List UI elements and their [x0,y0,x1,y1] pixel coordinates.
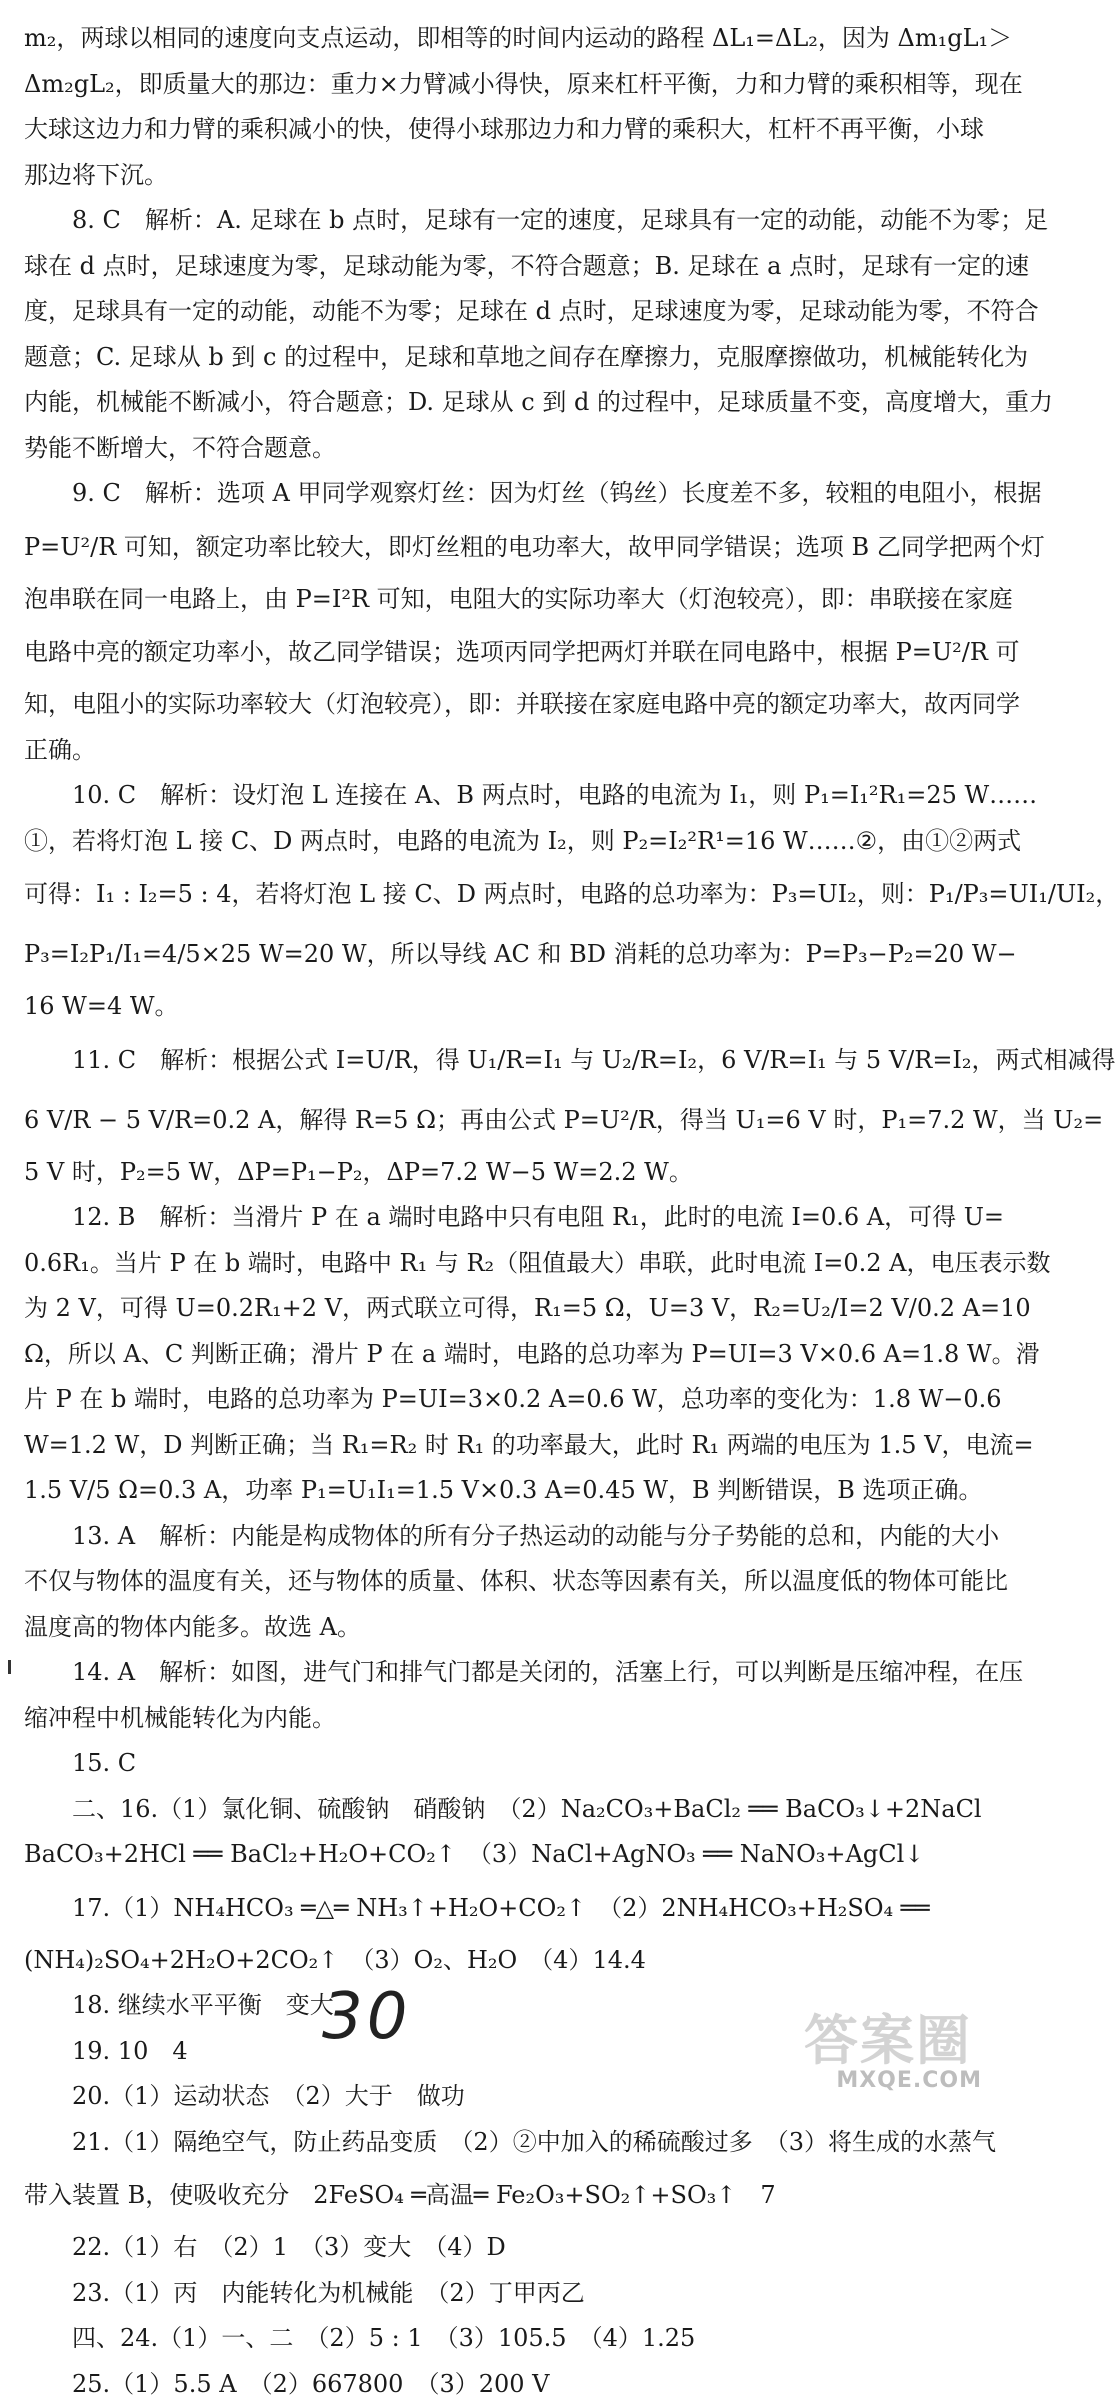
text-line: 温度高的物体内能多。故选 A。 [24,1605,972,1651]
text-line: 0.6R₁。当片 P 在 b 端时，电路中 R₁ 与 R₂（阻值最大）串联，此时电流 I=0.2 A，电压表示数 [24,1241,972,1287]
text-line: 正确。 [24,728,972,774]
watermark-logo: 答案圈 [804,1998,972,2075]
text-line: 10. C 解析：设灯泡 L 连接在 A、B 两点时，电路的电流为 I₁，则 P₁=I₁²R₁=25 W…… [24,773,972,819]
text-line: 14. A 解析：如图，进气门和排气门都是关闭的，活塞上行，可以判断是压缩冲程，在压 [24,1650,972,1696]
text-line: 21.（1）隔绝空气，防止药品变质 （2）②中加入的稀硫酸过多 （3）将生成的水蒸气 [24,2120,972,2166]
text-line: 泡串联在同一电路上，由 P=I²R 可知，电阻大的实际功率大（灯泡较亮），即：串联接在家庭 [24,577,972,623]
text-line: Δm₂gL₂，即质量大的那边：重力×力臂减小得快，原来杠杆平衡，力和力臂的乘积相等，现在 [24,62,972,108]
text-line: 知，电阻小的实际功率较大（灯泡较亮），即：并联接在家庭电路中亮的额定功率大，故丙同学 [24,682,972,728]
text-line: 9. C 解析：选项 A 甲同学观察灯丝：因为灯丝（钨丝）长度差不多，较粗的电阻小，根据 [24,471,972,517]
text-line: 22.（1）右 （2）1 （3）变大 （4）D [24,2225,972,2271]
text-line: 不仅与物体的温度有关，还与物体的质量、体积、状态等因素有关，所以温度低的物体可能比 [24,1559,972,1605]
text-line: 12. B 解析：当滑片 P 在 a 端时电路中只有电阻 R₁，此时的电流 I=0.6 A，可得 U= [24,1195,972,1241]
text-line: 5 V 时，P₂=5 W，ΔP=P₁−P₂，ΔP=7.2 W−5 W=2.2 W。 [24,1150,972,1196]
text-line: 内能，机械能不断减小，符合题意；D. 足球从 c 到 d 的过程中，足球质量不变，高度增大，重力 [24,380,972,426]
text-line: 20.（1）运动状态 （2）大于 做功 [24,2074,972,2120]
text-line: 15. C [24,1741,972,1787]
text-line: 23.（1）丙 内能转化为机械能 （2）丁甲丙乙 [24,2271,972,2317]
watermark-url: MXQE.COM [836,2068,982,2093]
text-line: 带入装置 B，使吸收充分 2FeSO₄ ═高温═ Fe₂O₃+SO₂↑+SO₃↑ 7 [24,2165,972,2225]
stray-mark [8,1660,11,1674]
text-line: 25.（1）5.5 A （2）667800 （3）200 V [24,2362,972,2407]
text-line: 6 V/R − 5 V/R=0.2 A，解得 R=5 Ω；再由公式 P=U²/R，得当 U₁=6 V 时，P₁=7.2 W，当 U₂= [24,1090,972,1150]
text-line: 片 P 在 b 端时，电路的总功率为 P=UI=3×0.2 A=0.6 W，总功率的变化为：1.8 W−0.6 [24,1377,972,1423]
text-line: 为 2 V，可得 U=0.2R₁+2 V，两式联立可得，R₁=5 Ω，U=3 V，R₂=U₂/I=2 V/0.2 A=10 [24,1286,972,1332]
text-line: 17.（1）NH₄HCO₃ ═△═ NH₃↑+H₂O+CO₂↑ （2）2NH₄HCO₃+H₂SO₄ ══ [24,1878,972,1938]
text-line: 8. C 解析：A. 足球在 b 点时，足球有一定的速度，足球具有一定的动能，动能不为零；足 [24,198,972,244]
text-line: 18. 继续水平平衡 变大 [24,1983,972,2029]
text-line: 二、16.（1）氯化铜、硫酸钠 硝酸钠 （2）Na₂CO₃+BaCl₂ ══ BaCO₃↓+2NaCl [24,1787,972,1833]
text-line: 大球这边力和力臂的乘积减小的快，使得小球那边力和力臂的乘积大，杠杆不再平衡，小球 [24,107,972,153]
text-line: 势能不断增大，不符合题意。 [24,426,972,472]
text-line: 缩冲程中机械能转化为内能。 [24,1696,972,1742]
text-line: (NH₄)₂SO₄+2H₂O+2CO₂↑ （3）O₂、H₂O （4）14.4 [24,1938,972,1984]
text-line: 13. A 解析：内能是构成物体的所有分子热运动的动能与分子势能的总和，内能的大小 [24,1514,972,1560]
text-line: 题意；C. 足球从 b 到 c 的过程中，足球和草地之间存在摩擦力，克服摩擦做功，机械能转化为 [24,335,972,381]
page-number: 30 [322,1980,411,2054]
text-line: 可得：I₁ : I₂=5 : 4，若将灯泡 L 接 C、D 两点时，电路的总功率为：P₃=UI₂，则：P₁/P₃=UI₁/UI₂， [24,864,972,924]
text-line: P₃=I₂P₁/I₁=4/5×25 W=20 W，所以导线 AC 和 BD 消耗的总功率为：P=P₃−P₂=20 W− [24,924,972,984]
text-line: Ω，所以 A、C 判断正确；滑片 P 在 a 端时，电路的总功率为 P=UI=3 V×0.6 A=1.8 W。滑 [24,1332,972,1378]
text-line: 16 W=4 W。 [24,984,972,1030]
text-line: 19. 10 4 [24,2029,972,2075]
text-line: m₂，两球以相同的速度向支点运动，即相等的时间内运动的路程 ΔL₁=ΔL₂，因为 Δm₁gL₁＞ [24,16,972,62]
text-line: 那边将下沉。 [24,153,972,199]
text-line: 度，足球具有一定的动能，动能不为零；足球在 d 点时，足球速度为零，足球动能为零，不符合 [24,289,972,335]
text-line: W=1.2 W，D 判断正确；当 R₁=R₂ 时 R₁ 的功率最大，此时 R₁ 两端的电压为 1.5 V，电流= [24,1423,972,1469]
text-line: 四、24.（1）一、二 （2）5 : 1 （3）105.5 （4）1.25 [24,2316,972,2362]
text-line: ①，若将灯泡 L 接 C、D 两点时，电路的电流为 I₂，则 P₂=I₂²R¹=16 W……②，由①②两式 [24,819,972,865]
text-line: P=U²/R 可知，额定功率比较大，即灯丝粗的电功率大，故甲同学错误；选项 B 乙同学把两个灯 [24,517,972,577]
text-line: BaCO₃+2HCl ══ BaCl₂+H₂O+CO₂↑ （3）NaCl+AgNO₃ ══ NaNO₃+AgCl↓ [24,1832,972,1878]
text-line: 1.5 V/5 Ω=0.3 A，功率 P₁=U₁I₁=1.5 V×0.3 A=0.45 W，B 判断错误，B 选项正确。 [24,1468,972,1514]
text-line: 11. C 解析：根据公式 I=U/R，得 U₁/R=I₁ 与 U₂/R=I₂，6 V/R=I₁ 与 5 V/R=I₂，两式相减得 [24,1030,972,1090]
text-line: 电路中亮的额定功率小，故乙同学错误；选项丙同学把两灯并联在同电路中，根据 P=U²/R 可 [24,622,972,682]
text-line: 球在 d 点时，足球速度为零，足球动能为零，不符合题意；B. 足球在 a 点时，足球有一定的速 [24,244,972,290]
